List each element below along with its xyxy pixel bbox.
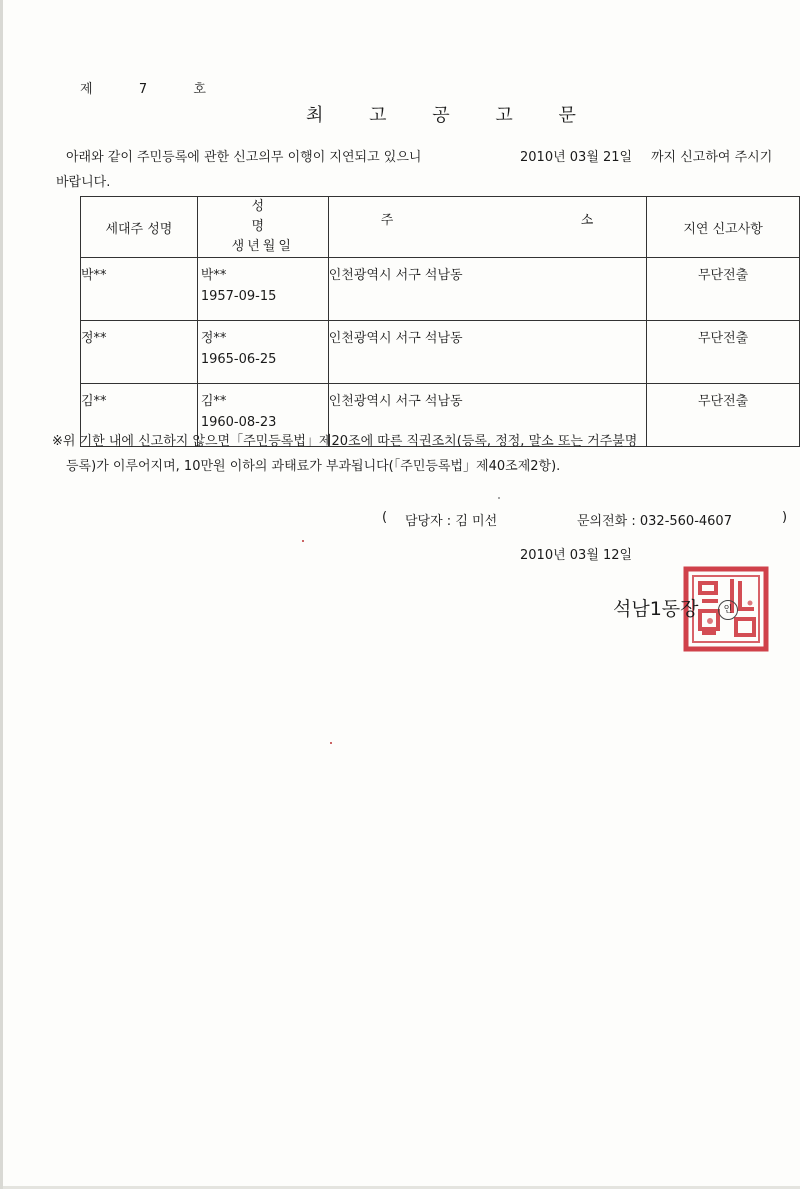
resident-name: 박** xyxy=(200,268,227,283)
header-address-left: 주 xyxy=(380,213,394,228)
resident-cell xyxy=(197,258,328,321)
seal-mark-symbol: 인 xyxy=(718,600,738,620)
intro-text-line1-end: 까지 신고하여 주시기 xyxy=(651,150,773,165)
header-address xyxy=(328,197,646,258)
birth-date: 1957-09-15 xyxy=(200,289,277,304)
table-header-row xyxy=(81,197,800,258)
contact-person: 담당자 : 김 미선 xyxy=(405,514,498,529)
householder-name: 김** xyxy=(81,384,198,447)
doc-number-prefix: 제 xyxy=(80,82,93,97)
householder-name: 정** xyxy=(81,321,198,384)
intro-text-line2: 바랍니다. xyxy=(56,175,111,190)
issuer-title: 석남1동장 xyxy=(613,598,699,620)
issue-date: 2010년 03월 12일 xyxy=(520,548,633,563)
header-delayed-report: 지연 신고사항 xyxy=(647,197,800,258)
address: 인천광역시 서구 석남동 xyxy=(328,384,646,447)
ink-speck xyxy=(302,540,304,542)
resident-name: 정** xyxy=(200,331,227,346)
address: 인천광역시 서구 석남동 xyxy=(328,258,646,321)
report-status: 무단전출 xyxy=(697,394,749,409)
table-row xyxy=(81,258,800,321)
document-title: 최 고 공 고 문 xyxy=(306,105,596,126)
contact-phone: 문의전화 : 032-560-4607 xyxy=(577,514,732,529)
birth-date: 1965-06-25 xyxy=(200,352,277,367)
header-birthdate: 생년월일 xyxy=(231,239,294,254)
address: 인천광역시 서구 석남동 xyxy=(328,321,646,384)
header-name: 성 명 xyxy=(251,199,315,234)
contact-paren-open: ( xyxy=(382,510,388,525)
report-deadline: 2010년 03월 21일 xyxy=(520,150,633,165)
legal-notice-line1: ※위 기한 내에 신고하지 않으면「주민등록법」제20조에 따른 직권조치(등록, 정정, 말소 또는 거주불명 xyxy=(52,434,638,449)
ink-speck xyxy=(498,497,500,499)
header-address-right: 소 xyxy=(580,213,594,228)
contact-paren-close: ) xyxy=(782,510,788,525)
table-row xyxy=(81,321,800,384)
resident-cell xyxy=(197,321,328,384)
document-number xyxy=(80,78,206,97)
delinquent-list-table xyxy=(80,196,800,447)
report-status: 무단전출 xyxy=(697,268,749,283)
legal-notice-line2: 등록)가 이루어지며, 10만원 이하의 과태료가 부과됩니다(「주민등록법」제40조제2항). xyxy=(66,459,561,474)
ink-speck xyxy=(330,742,332,744)
householder-name: 박** xyxy=(81,258,198,321)
report-status-cell xyxy=(647,321,800,384)
report-status-cell xyxy=(647,258,800,321)
doc-number-value: 7 xyxy=(138,82,148,97)
report-status: 무단전출 xyxy=(697,331,749,346)
resident-name: 김** xyxy=(200,394,227,409)
header-name-birthdate xyxy=(197,197,328,258)
header-householder-name: 세대주 성명 xyxy=(81,197,198,258)
report-status-cell xyxy=(647,384,800,447)
birth-date: 1960-08-23 xyxy=(200,415,277,430)
doc-number-suffix: 호 xyxy=(193,82,206,97)
intro-text-line1: 아래와 같이 주민등록에 관한 신고의무 이행이 지연되고 있으니 xyxy=(66,150,422,165)
